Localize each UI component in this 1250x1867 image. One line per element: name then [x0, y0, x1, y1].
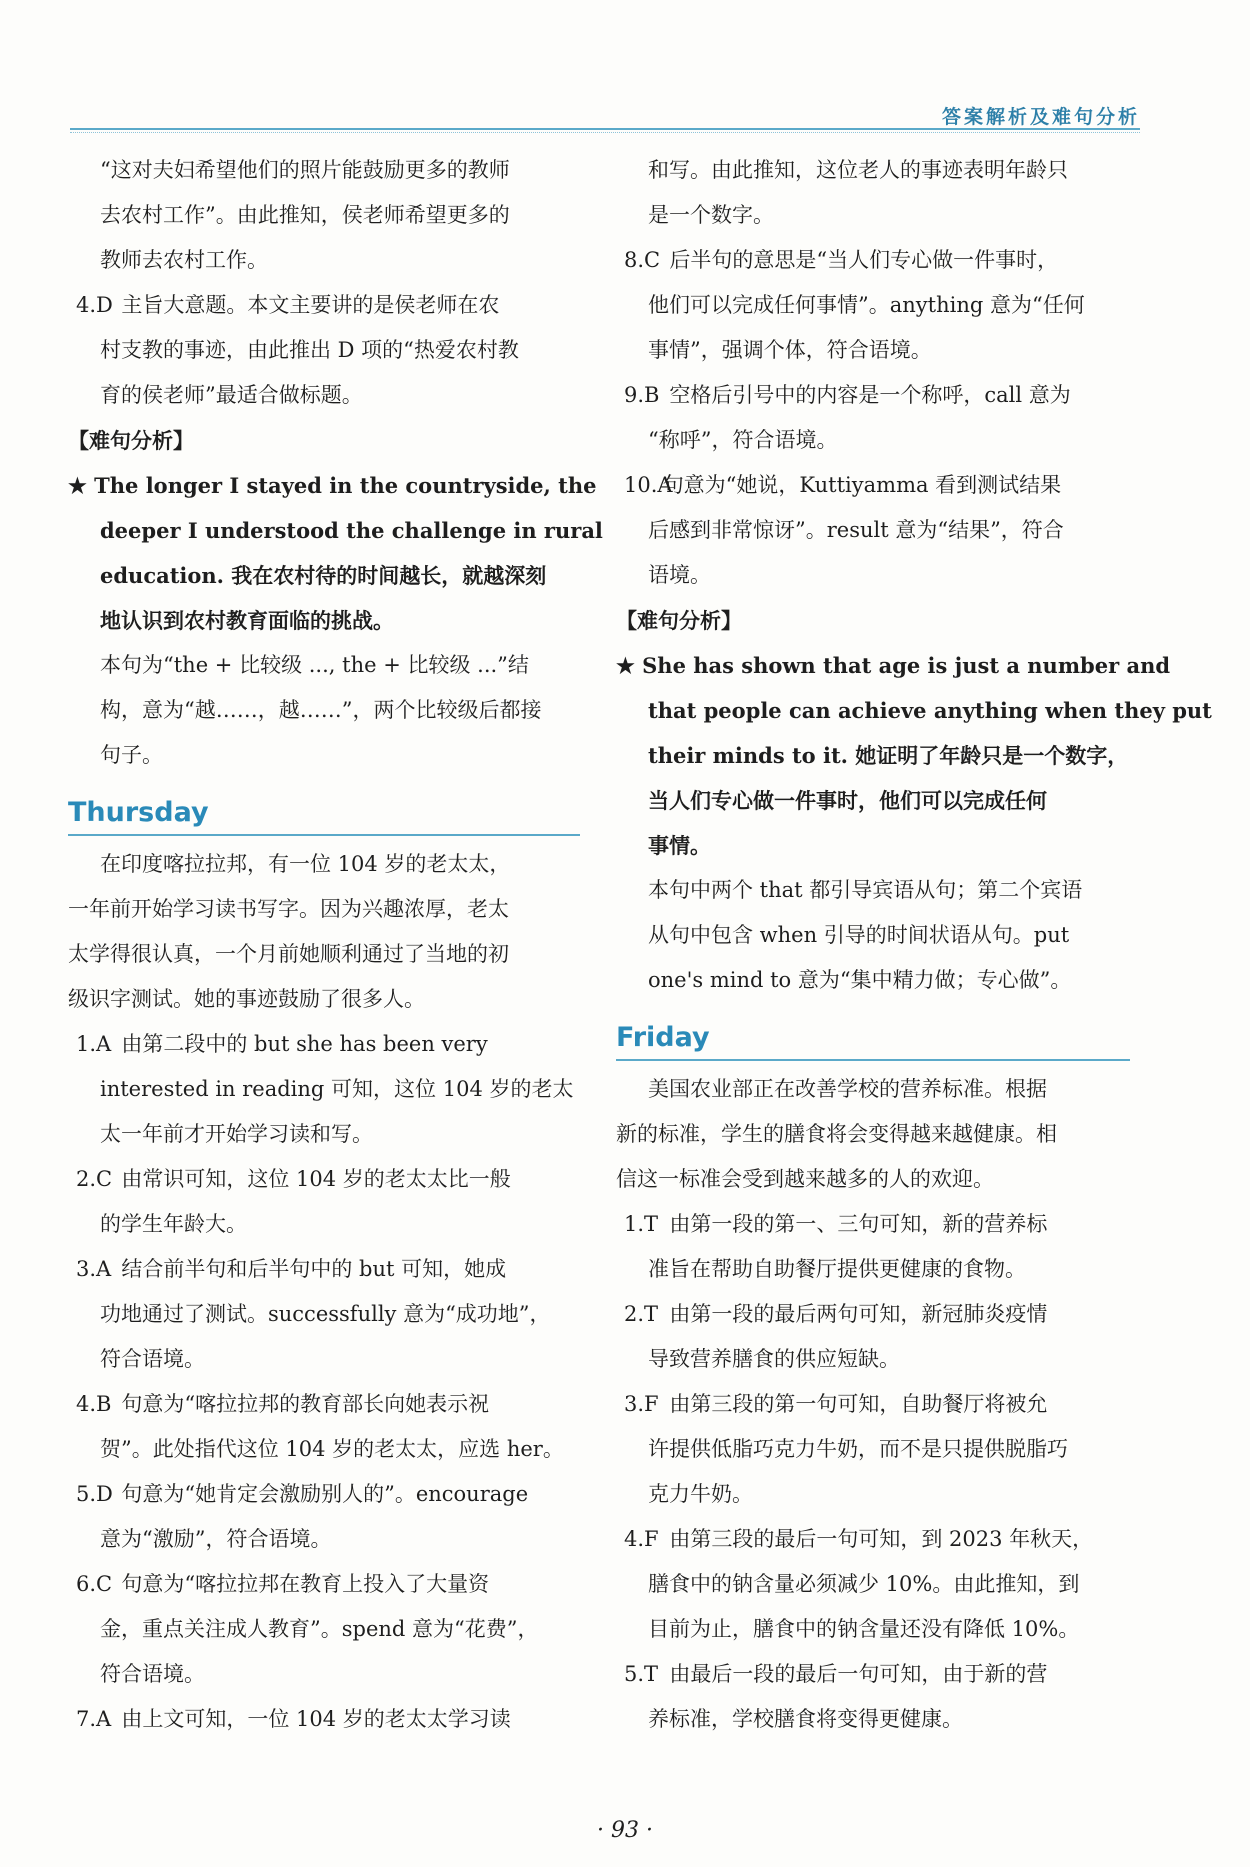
answer-number: 6.C [76, 1572, 113, 1596]
answer-text: 由第二段中的 but she has been very [121, 1032, 488, 1056]
difficult-sentence-line: deeper I understood the challenge in rural [100, 518, 603, 543]
answer-text: 由第一段的最后两句可知，新冠肺炎疫情 [669, 1302, 1048, 1326]
difficult-sentence-line: ★ She has shown that age is just a number and [616, 653, 1171, 678]
answer-number: 3.F [624, 1392, 659, 1416]
text-line: 是一个数字。 [648, 203, 774, 227]
answer-number: 1.A [76, 1032, 112, 1056]
difficult-sentence-line: 地认识到农村教育面临的挑战。 [100, 608, 394, 633]
answer-number: 2.T [624, 1302, 659, 1326]
section-rule [68, 834, 580, 836]
answer-number: 7.A [76, 1707, 112, 1731]
header-rule-dotted [70, 132, 1140, 134]
difficult-sentence-line: education. 我在农村待的时间越长，就越深刻 [100, 563, 547, 588]
explanation-line: 本句中两个 that 都引导宾语从句；第二个宾语 [648, 878, 1083, 902]
text-line: 膳食中的钠含量必须减少 10%。由此推知，到 [648, 1572, 1080, 1596]
summary-line: 在印度喀拉拉邦，有一位 104 岁的老太太， [100, 852, 511, 876]
answer-item [616, 1382, 1130, 1427]
answer-item [616, 238, 1130, 283]
answer-text: 句意为“喀拉拉邦在教育上投入了大量资 [121, 1572, 490, 1596]
left-column [68, 148, 603, 1742]
answer-text: 句意为“喀拉拉邦的教育部长向她表示祝 [121, 1392, 490, 1416]
text-line: 村支教的事迹，由此推出 D 项的“热爱农村教 [100, 338, 519, 362]
header-rule [70, 128, 1140, 130]
answer-number: 5.D [76, 1482, 113, 1506]
page-number: · 93 · [597, 1818, 653, 1843]
answer-text: 由第一段的第一、三句可知，新的营养标 [669, 1212, 1048, 1236]
text-line: 意为“激励”，符合语境。 [100, 1527, 332, 1551]
summary-line: 新的标准，学生的膳食将会变得越来越健康。相 [616, 1122, 1057, 1146]
summary-line: 太学得很认真，一个月前她顺利通过了当地的初 [68, 942, 509, 966]
text-line: “这对夫妇希望他们的照片能鼓励更多的教师 [100, 158, 510, 182]
answer-item [68, 1157, 580, 1202]
text-line: 导致营养膳食的供应短缺。 [648, 1347, 900, 1371]
answer-number: 8.C [624, 248, 661, 272]
answer-item [616, 1517, 1130, 1562]
answer-item [68, 1472, 580, 1517]
answer-text: 句意为“她说，Kuttiyamma 看到测试结果 [662, 473, 1062, 497]
summary-line: 级识字测试。她的事迹鼓励了很多人。 [68, 987, 425, 1011]
text-line: 育的侯老师”最适合做标题。 [100, 383, 363, 407]
explanation-line: one's mind to 意为“集中精力做；专心做”。 [648, 968, 1072, 992]
answer-number: 4.F [624, 1527, 659, 1551]
header-title: 答案解析及难句分析 [941, 106, 1140, 128]
answer-number: 4.B [76, 1392, 112, 1416]
answer-number: 5.T [624, 1662, 659, 1686]
difficult-sentence-line: ★ The longer I stayed in the countryside, the [68, 473, 597, 498]
answer-number: 2.C [76, 1167, 113, 1191]
text-line: 功地通过了测试。successfully 意为“成功地”， [100, 1302, 551, 1326]
explanation-line: 构，意为“越……，越……”，两个比较级后都接 [100, 698, 542, 722]
difficult-sentence-line: that people can achieve anything when they put [648, 698, 1212, 723]
summary-line: 一年前开始学习读书写字。因为兴趣浓厚，老太 [68, 897, 509, 921]
answer-item [616, 1292, 1130, 1337]
text-line: 许提供低脂巧克力牛奶，而不是只提供脱脂巧 [648, 1437, 1068, 1461]
answer-item [68, 283, 580, 328]
answer-number: 9.B [624, 383, 660, 407]
answer-number: 4.D [76, 293, 113, 317]
page-header [70, 88, 1140, 132]
answer-item [68, 1247, 580, 1292]
text-line: 准旨在帮助自助餐厅提供更健康的食物。 [648, 1257, 1026, 1281]
explanation-line: 从句中包含 when 引导的时间状语从句。put [648, 923, 1070, 947]
answer-number: 1.T [624, 1212, 659, 1236]
answer-item [616, 463, 1130, 508]
difficult-sentence-line: 事情。 [648, 833, 711, 858]
answer-text: 后半句的意思是“当人们专心做一件事时， [669, 248, 1059, 272]
answer-item [616, 1202, 1130, 1247]
text-line: 太一年前才开始学习读和写。 [100, 1122, 373, 1146]
difficult-sentence-line: 当人们专心做一件事时，他们可以完成任何 [648, 788, 1047, 813]
answer-number: 10.A [624, 473, 673, 497]
answer-item [68, 1382, 580, 1427]
text-line: “称呼”，符合语境。 [648, 428, 838, 452]
answer-text: 由常识可知，这位 104 岁的老太太比一般 [121, 1167, 511, 1191]
text-line: 贺”。此处指代这位 104 岁的老太太，应选 her。 [100, 1437, 564, 1461]
answer-text: 由上文可知，一位 104 岁的老太太学习读 [121, 1707, 511, 1731]
text-line: 符合语境。 [100, 1662, 205, 1686]
summary-line: 美国农业部正在改善学校的营养标准。根据 [648, 1077, 1047, 1101]
text-line: 事情”，强调个体，符合语境。 [648, 338, 932, 362]
section-title-thursday: Thursday [68, 797, 209, 828]
explanation-line: 本句为“the + 比较级 ..., the + 比较级 ...”结 [100, 653, 529, 677]
answer-text: 结合前半句和后半句中的 but 可知，她成 [121, 1257, 507, 1281]
text-line: 金，重点关注成人教育”。spend 意为“花费”， [100, 1617, 539, 1641]
answer-item [68, 1562, 580, 1607]
answer-text: 由第三段的第一句可知，自助餐厅将被允 [669, 1392, 1048, 1416]
text-line: interested in reading 可知，这位 104 岁的老太 [100, 1077, 574, 1101]
difficult-sentence-line: their minds to it. 她证明了年龄只是一个数字， [648, 743, 1129, 768]
text-line: 的学生年龄大。 [100, 1212, 247, 1236]
text-line: 养标准，学校膳食将变得更健康。 [648, 1707, 963, 1731]
answer-text: 由最后一段的最后一句可知，由于新的营 [669, 1662, 1048, 1686]
answer-text: 空格后引号中的内容是一个称呼，call 意为 [669, 383, 1071, 407]
text-line: 去农村工作”。由此推知，侯老师希望更多的 [100, 203, 510, 227]
text-line: 他们可以完成任何事情”。anything 意为“任何 [648, 293, 1085, 317]
text-line: 克力牛奶。 [648, 1482, 753, 1506]
text-line: 和写。由此推知，这位老人的事迹表明年龄只 [648, 158, 1068, 182]
explanation-line: 句子。 [100, 743, 163, 767]
answer-text: 由第三段的最后一句可知，到 2023 年秋天， [669, 1527, 1094, 1551]
answer-text: 句意为“她肯定会激励别人的”。encourage [121, 1482, 529, 1506]
text-line: 后感到非常惊讶”。result 意为“结果”，符合 [648, 518, 1064, 542]
answer-item [68, 1697, 580, 1742]
text-line: 目前为止，膳食中的钠含量还没有降低 10%。 [648, 1617, 1080, 1641]
text-line: 教师去农村工作。 [100, 248, 268, 272]
text-line: 符合语境。 [100, 1347, 205, 1371]
difficult-sentence-heading: 【难句分析】 [68, 428, 194, 453]
answer-item [616, 373, 1130, 418]
text-line: 语境。 [648, 563, 711, 587]
right-column [616, 148, 1212, 1742]
section-rule [616, 1059, 1130, 1061]
answer-item [616, 1652, 1130, 1697]
answer-item [68, 1022, 580, 1067]
answer-text: 主旨大意题。本文主要讲的是侯老师在农 [121, 293, 500, 317]
difficult-sentence-heading: 【难句分析】 [616, 608, 742, 633]
summary-line: 信这一标准会受到越来越多的人的欢迎。 [616, 1167, 994, 1191]
section-title-friday: Friday [616, 1022, 710, 1053]
answer-number: 3.A [76, 1257, 112, 1281]
